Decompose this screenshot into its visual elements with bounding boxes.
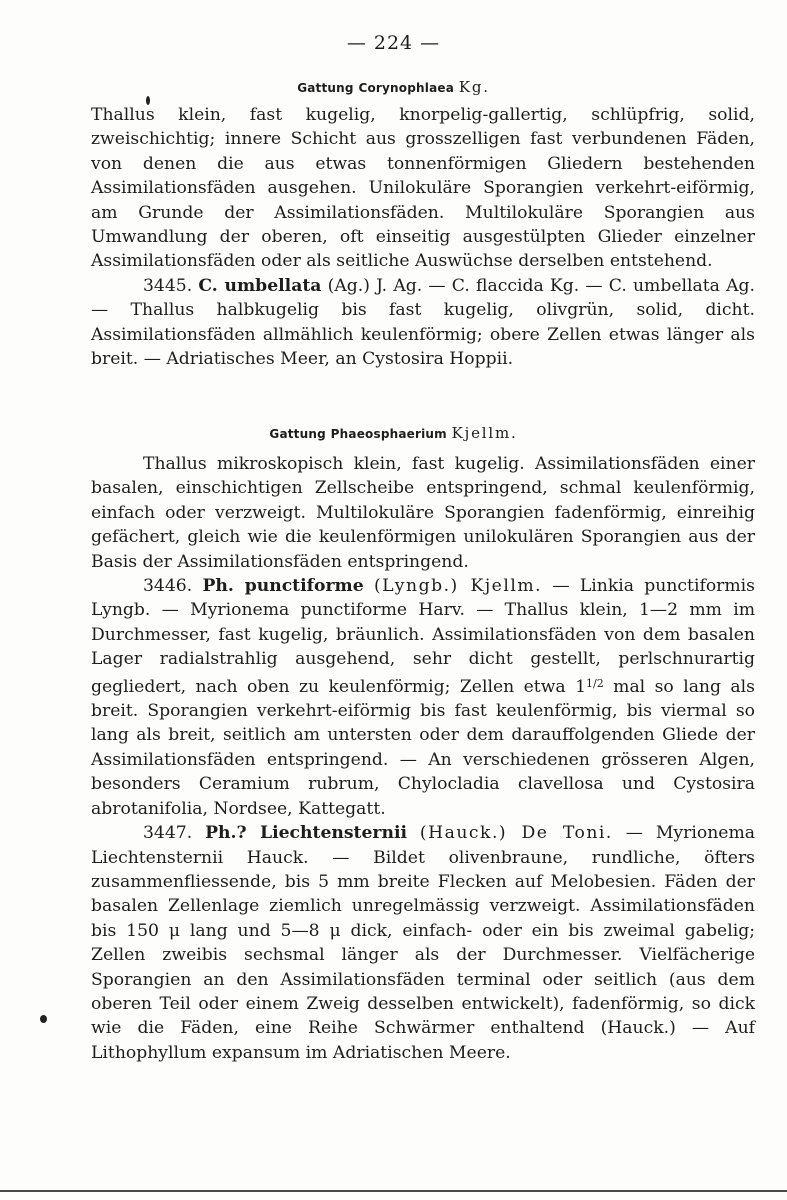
- genus-author: Kg.: [458, 78, 490, 96]
- ink-speck: [146, 96, 150, 105]
- entry-text: — Linkia punctiformis Lyngb. — Myrionema punctiforme Harv. — Thallus klein, 1—2 mm im Durchmesser, fast kugelig, bräunlich. Assimilationsfäden von dem basalen Lager radialstrahlig ausgehend, sehr dicht gestellt, perlschnurartig gegliedert, nach oben zu keulenförmig; Zellen etwa 1: [91, 576, 755, 697]
- section-corynophlaea-body: [91, 103, 755, 371]
- genus-name: Phaeosphaerium: [330, 427, 447, 441]
- entry-number: 3447.: [143, 823, 193, 844]
- entry-number: 3446.: [143, 576, 193, 597]
- genus-heading-corynophlaea: [0, 78, 787, 96]
- species-name: Ph. punctiforme: [202, 576, 364, 597]
- heading-gattung-label: Gattung: [269, 427, 326, 441]
- genus-author: Kjellm.: [451, 424, 518, 442]
- heading-gattung-label: Gattung: [297, 81, 354, 95]
- species-entry-3446: [91, 574, 755, 821]
- genus-description: Thallus klein, fast kugelig, knorpelig-gallertig, schlüpfrig, solid, zweischichtig; innere Schicht aus grosszelligen fast verbundenen Fäden, von denen die aus etwas tonnenförmigen Gliedern bestehenden Assimilationsfäden ausgehen. Unilokuläre Sporangien verkehrt-eiförmig, am Grunde der Assimilationsfäden. Multilokuläre Sporangien aus Umwandlung der oberen, oft einseitig ausgestülpten Glieder einzelner Assimilationsfäden oder als seitliche Auswüchse derselben entstehend.: [91, 105, 755, 272]
- species-author: (Hauck.) De Toni.: [419, 823, 613, 844]
- entry-text-continued: mal so lang als breit. Sporangien verkehrt-eiförmig bis fast keulenförmig, bis viermal so lang als breit, seitlich am untersten oder dem darauffolgenden Gliede der Assimilationsfäden entspringend. — An verschiedenen grösseren Algen, besonders Ceramium rubrum, Chylocladia clavellosa und Cystosira abrotanifolia, Nordsee, Kattegatt.: [91, 676, 755, 819]
- species-entry-3447: [91, 821, 755, 1065]
- fraction: 1/2: [586, 676, 604, 690]
- genus-description: Thallus mikroskopisch klein, fast kugelig. Assimilationsfäden einer basalen, einschichtigen Zellscheibe entspringend, schmal keulenförmig, einfach oder verzweigt. Multilokuläre Sporangien fadenförmig, einreihig gefächert, gleich wie die keulenförmigen unilokulären Sporangien aus der Basis der Assimilationsfäden entspringend.: [91, 454, 755, 572]
- genus-heading-phaeosphaerium: [0, 424, 787, 442]
- section-phaeosphaerium-body: [91, 452, 755, 1065]
- species-entry-3445: [91, 274, 755, 372]
- species-name: Ph.? Liechtensternii: [205, 823, 408, 844]
- species-author: (Lyngb.) Kjellm.: [373, 576, 543, 597]
- species-name: C. umbellata: [198, 275, 322, 296]
- ink-speck: [40, 1015, 47, 1023]
- entry-number: 3445.: [143, 275, 193, 296]
- page-number: — 224 —: [346, 32, 441, 54]
- entry-text: (Ag.) J. Ag. — C. flaccida Kg. — C. umbellata Ag. — Thallus halbkugelig bis fast kugelig, olivgrün, solid, dicht. Assimilationsfäden allmählich keulenförmig; obere Zellen etwas länger als breit. — Adriatisches Meer, an Cystosira Hoppii.: [91, 275, 755, 370]
- scan-edge-line: [0, 1190, 787, 1192]
- entry-text: — Myrionema Liechtensternii Hauck. — Bildet olivenbraune, rundliche, öfters zusammenfliessende, bis 5 mm breite Flecken auf Melobesien. Fäden der basalen Zellenlage ziemlich unregelmässig verzweigt. Assimilationsfäden bis 150 μ lang und 5—8 μ dick, einfach- oder ein bis zweimal gabelig; Zellen zweibis sechsmal länger als der Durchmesser. Vielfächerige Sporangien an den Assimilationsfäden terminal oder seitlich (aus dem oberen Teil oder einem Zweig desselben entwickelt), fadenförmig, so dick wie die Fäden, eine Reihe Schwärmer enthaltend (Hauck.) — Auf Lithophyllum expansum im Adriatischen Meere.: [91, 823, 755, 1063]
- genus-name: Corynophlaea: [358, 81, 455, 95]
